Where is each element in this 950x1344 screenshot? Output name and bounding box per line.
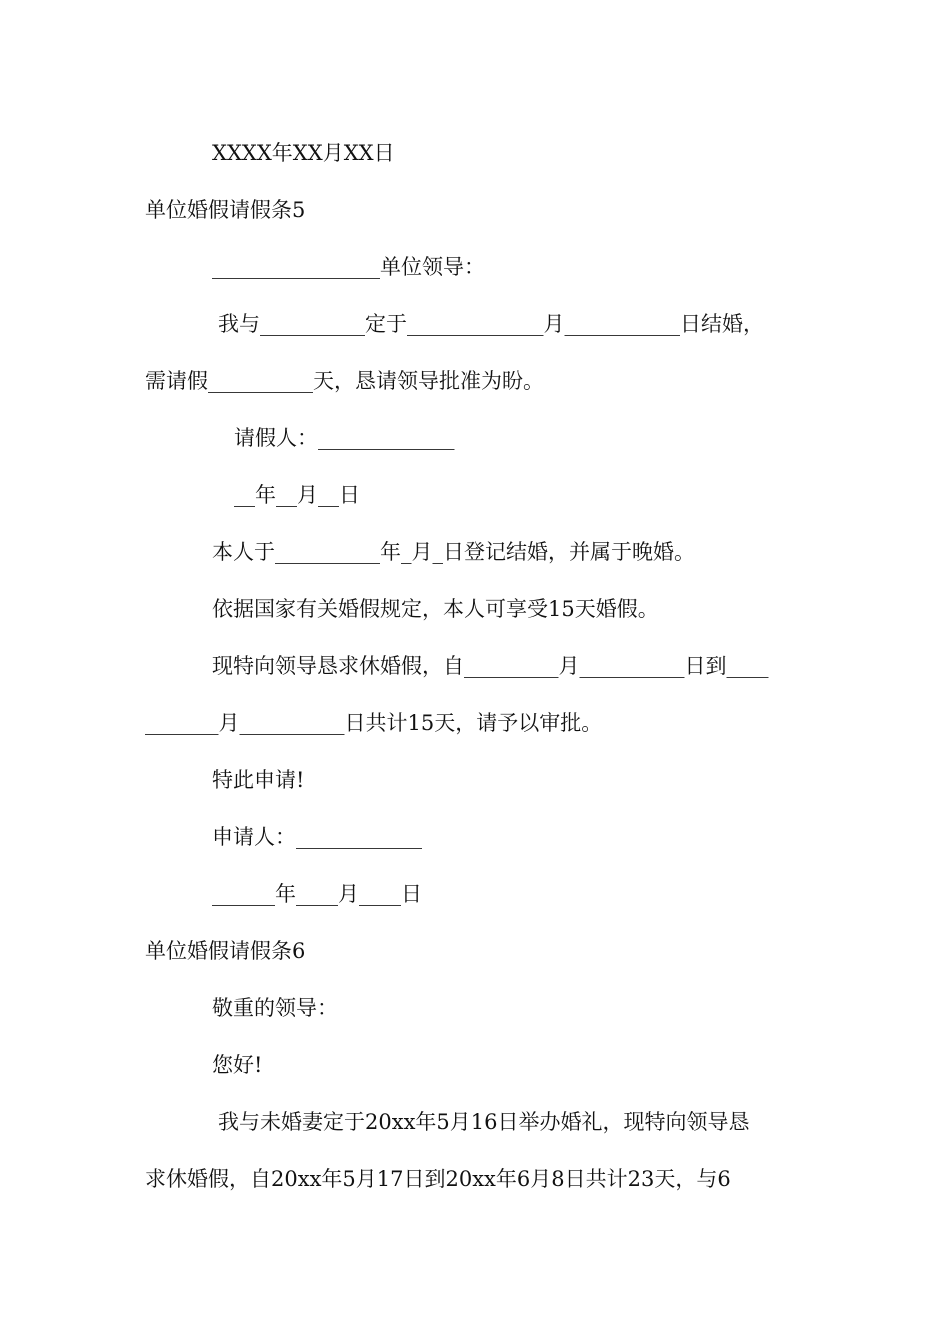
section-title-5: 单位婚假请假条5 [145,198,306,222]
greeting-line: 敬重的领导： [212,996,338,1020]
wedding-line-2: 求休婚假，自20xx年5月17日到20xx年6月8日共计23天，与6 [145,1167,731,1191]
sign-date-line-5: __年__月__日 [234,483,360,507]
applicant-line: 申请人：____________ [212,825,422,849]
hello-line: 您好! [212,1053,263,1077]
body-line-1: 我与__________定于_____________月___________日结婚， [218,312,764,336]
sign-date-line: ______年____月____日 [212,882,422,906]
applicant-line-5: 请假人：_____________ [234,426,455,450]
salutation-line: ________________单位领导： [212,255,485,279]
registration-line: 本人于__________年_月_日登记结婚，并属于晚婚。 [212,540,695,564]
date-line: XXXX年XX月XX日 [212,141,395,165]
body-line-2: 需请假__________天，恳请领导批准为盼。 [145,369,544,393]
closing-line: 特此申请! [212,768,305,792]
request-line-1: 现特向领导恳求休婚假，自_________月__________日到____ [212,654,769,678]
wedding-line-1: 我与未婚妻定于20xx年5月16日举办婚礼，现特向领导恳 [218,1110,750,1134]
regulation-line: 依据国家有关婚假规定，本人可享受15天婚假。 [212,597,659,621]
section-title-6: 单位婚假请假条6 [145,939,306,963]
request-line-2: _______月__________日共计15天，请予以审批。 [145,711,603,735]
